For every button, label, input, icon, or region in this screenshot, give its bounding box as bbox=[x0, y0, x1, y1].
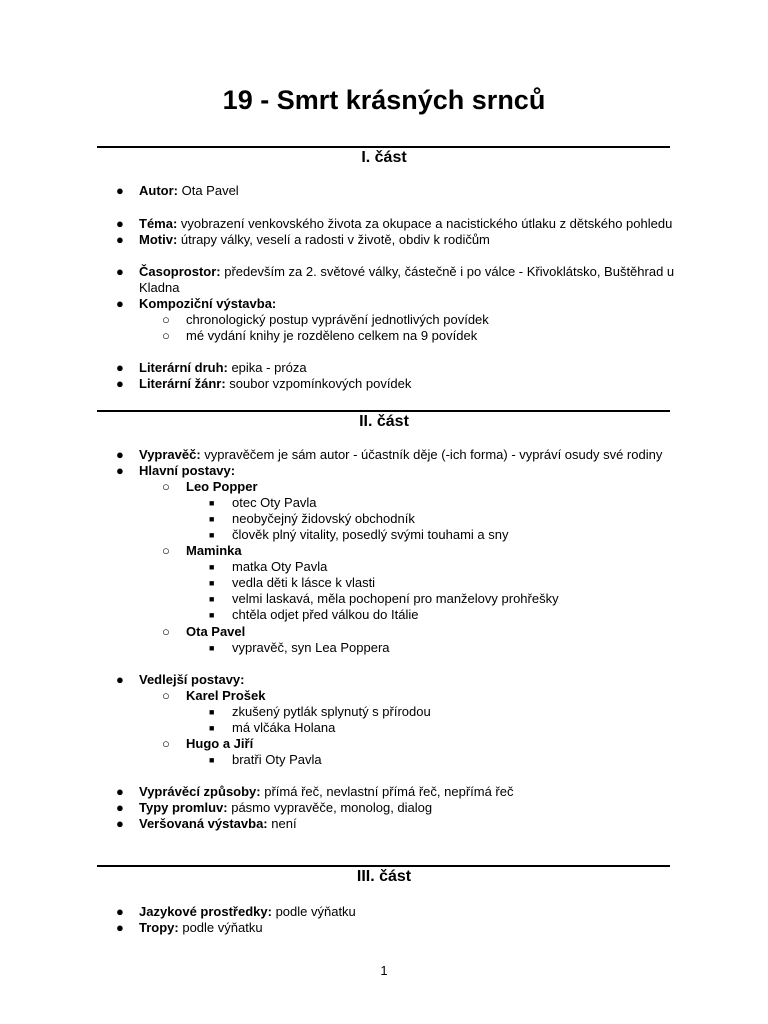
sub-sub-list-item-text: matka Oty Pavla bbox=[232, 559, 328, 574]
section-heading-3: III. část bbox=[356, 868, 412, 885]
list-item-text: Vedlejší postavy: bbox=[139, 672, 245, 687]
sub-list-item-text: Ota Pavel bbox=[186, 624, 246, 639]
sub-list-item-text: Leo Popper bbox=[186, 479, 258, 494]
bullet-disc-icon: ● bbox=[116, 447, 124, 462]
bullet-square-icon: ■ bbox=[209, 578, 215, 588]
list-item-text: Motiv: útrapy války, veselí a radosti v životě, obdiv k rodičům bbox=[139, 232, 490, 247]
bullet-disc-icon: ● bbox=[116, 784, 124, 799]
bullet-disc-icon: ● bbox=[116, 232, 124, 247]
list-item-text: Kompoziční výstavba: bbox=[139, 296, 277, 311]
list-item-text: Jazykové prostředky: podle výňatku bbox=[139, 904, 356, 919]
list-item-text: Vyprávěcí způsoby: přímá řeč, nevlastní přímá řeč, nepřímá řeč bbox=[139, 784, 514, 799]
sub-sub-list-item-text: zkušený pytlák splynutý s přírodou bbox=[232, 704, 431, 719]
list-item-text: Literární druh: epika - próza bbox=[139, 360, 307, 375]
list-item-text: Literární žánr: soubor vzpomínkových povídek bbox=[139, 376, 412, 391]
bullet-square-icon: ■ bbox=[209, 514, 215, 524]
section-divider bbox=[97, 865, 670, 867]
list-item-text: Autor: Ota Pavel bbox=[139, 183, 239, 198]
bullet-disc-icon: ● bbox=[116, 376, 124, 391]
bullet-square-icon: ■ bbox=[209, 562, 215, 572]
sub-sub-list-item-text: neobyčejný židovský obchodník bbox=[232, 511, 415, 526]
bullet-circle-icon: ○ bbox=[162, 624, 170, 639]
bullet-circle-icon: ○ bbox=[162, 328, 170, 343]
sub-sub-list-item-text: bratři Oty Pavla bbox=[232, 752, 322, 767]
bullet-disc-icon: ● bbox=[116, 216, 124, 231]
list-item-text: Tropy: podle výňatku bbox=[139, 920, 263, 935]
section-heading-2: II. část bbox=[359, 413, 409, 430]
list-item-text-continued: Kladna bbox=[139, 280, 180, 295]
list-item-text: Hlavní postavy: bbox=[139, 463, 236, 478]
bullet-square-icon: ■ bbox=[209, 643, 215, 653]
sub-list-item-text: Hugo a Jiří bbox=[186, 736, 254, 751]
sub-sub-list-item-text: člověk plný vitality, posedlý svými touhami a sny bbox=[232, 527, 509, 542]
bullet-circle-icon: ○ bbox=[162, 688, 170, 703]
bullet-square-icon: ■ bbox=[209, 498, 215, 508]
bullet-square-icon: ■ bbox=[209, 755, 215, 765]
sub-list-item-text: chronologický postup vyprávění jednotlivých povídek bbox=[186, 312, 489, 327]
section-divider bbox=[97, 410, 670, 412]
sub-sub-list-item-text: vedla děti k lásce k vlasti bbox=[232, 575, 376, 590]
page-title: 19 - Smrt krásných srnců bbox=[222, 85, 546, 115]
sub-sub-list-item-text: chtěla odjet před válkou do Itálie bbox=[232, 607, 419, 622]
bullet-square-icon: ■ bbox=[209, 707, 215, 717]
sub-list-item-text: Maminka bbox=[186, 543, 242, 558]
bullet-disc-icon: ● bbox=[116, 920, 124, 935]
page-number: 1 bbox=[380, 963, 388, 978]
bullet-square-icon: ■ bbox=[209, 530, 215, 540]
list-item-text: Časoprostor: především za 2. světové války, částečně i po válce - Křivoklátsko, Buštěhrad u bbox=[139, 264, 675, 279]
bullet-disc-icon: ● bbox=[116, 360, 124, 375]
bullet-disc-icon: ● bbox=[116, 463, 124, 478]
bullet-disc-icon: ● bbox=[116, 183, 124, 198]
sub-sub-list-item-text: vypravěč, syn Lea Poppera bbox=[232, 640, 390, 655]
bullet-square-icon: ■ bbox=[209, 723, 215, 733]
bullet-circle-icon: ○ bbox=[162, 543, 170, 558]
bullet-disc-icon: ● bbox=[116, 672, 124, 687]
bullet-square-icon: ■ bbox=[209, 610, 215, 620]
sub-sub-list-item-text: má vlčáka Holana bbox=[232, 720, 336, 735]
list-item-text: Vypravěč: vypravěčem je sám autor - účastník děje (-ich forma) - vypráví osudy své rodiny bbox=[139, 447, 663, 462]
sub-sub-list-item-text: otec Oty Pavla bbox=[232, 495, 317, 510]
bullet-square-icon: ■ bbox=[209, 594, 215, 604]
list-item-text: Téma: vyobrazení venkovského života za okupace a nacistického útlaku z dětského pohledu bbox=[139, 216, 673, 231]
sub-list-item-text: Karel Prošek bbox=[186, 688, 266, 703]
bullet-circle-icon: ○ bbox=[162, 312, 170, 327]
bullet-disc-icon: ● bbox=[116, 904, 124, 919]
bullet-disc-icon: ● bbox=[116, 264, 124, 279]
bullet-circle-icon: ○ bbox=[162, 736, 170, 751]
bullet-circle-icon: ○ bbox=[162, 479, 170, 494]
list-item-text: Typy promluv: pásmo vypravěče, monolog, dialog bbox=[139, 800, 433, 815]
bullet-disc-icon: ● bbox=[116, 800, 124, 815]
section-heading-1: I. část bbox=[361, 149, 407, 166]
bullet-disc-icon: ● bbox=[116, 296, 124, 311]
list-item-text: Veršovaná výstavba: není bbox=[139, 816, 297, 831]
sub-list-item-text: mé vydání knihy je rozděleno celkem na 9 povídek bbox=[186, 328, 478, 343]
sub-sub-list-item-text: velmi laskavá, měla pochopení pro manželovy prohřešky bbox=[232, 591, 559, 606]
bullet-disc-icon: ● bbox=[116, 816, 124, 831]
section-divider bbox=[97, 146, 670, 148]
